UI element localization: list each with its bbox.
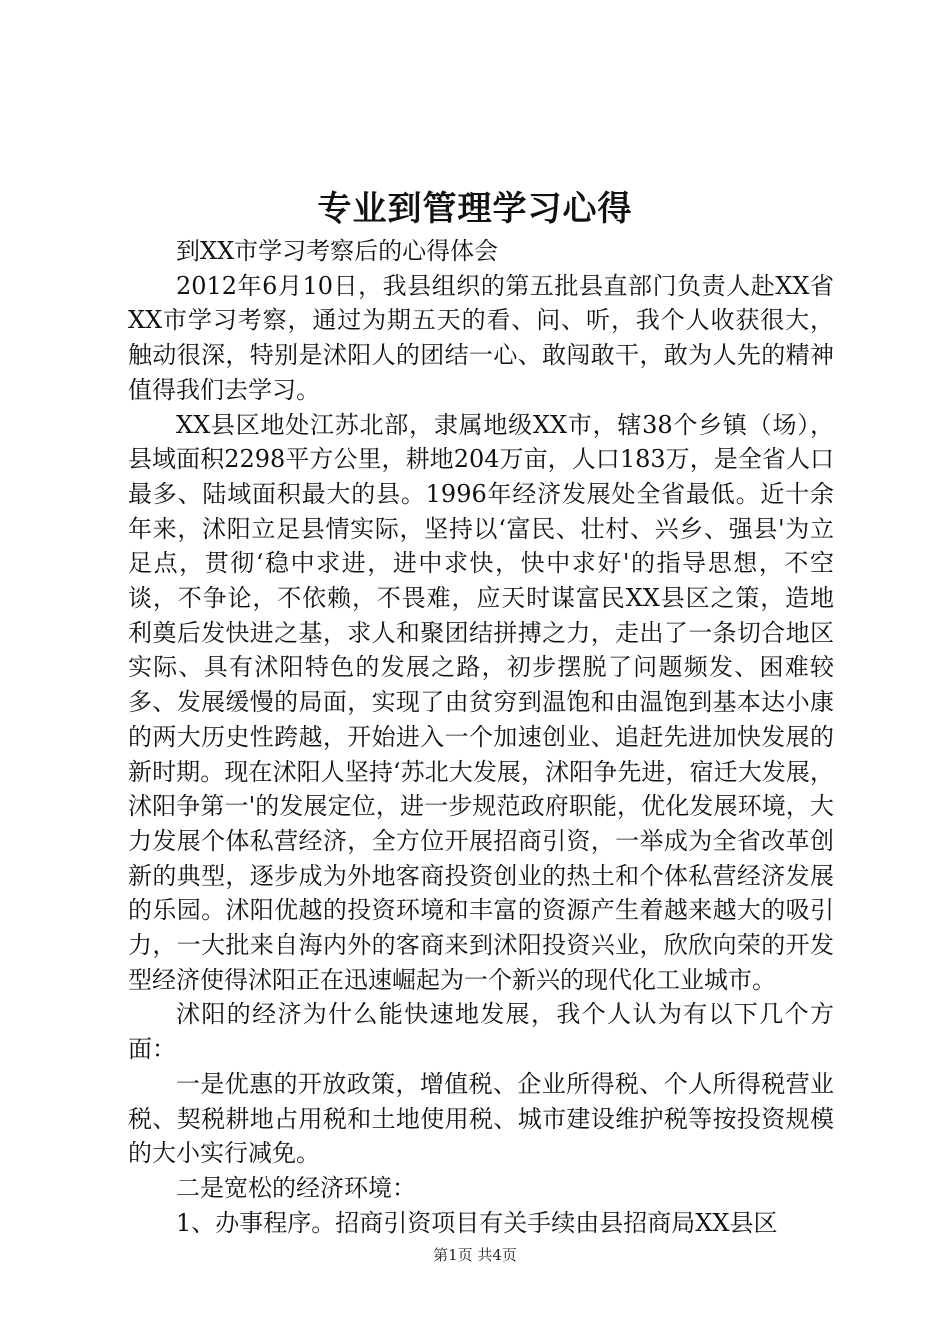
document-title: 专业到管理学习心得	[317, 189, 633, 229]
paragraph-reason-one: 一是优惠的开放政策，增值税、企业所得税、个人所得税营业税、契税耕地占用税和土地使用税、城市建设维护税等按投资规模的大小实行减免。	[128, 1069, 834, 1168]
page-number-footer: 第1页 共4页	[433, 1246, 517, 1264]
document-body	[128, 234, 834, 1240]
paragraph-procedure: 1、办事程序。招商引资项目有关手续由县招商局XX县区	[176, 1208, 778, 1237]
paragraph-county-overview: XX县区地处江苏北部，隶属地级XX市，辖38个乡镇（场），县域面积2298平方公里，耕地204万亩，人口183万，是全省人口最多、陆域面积最大的县。1996年经济发展处全省最低。近十余年来，沭阳立足县情实际，坚持以‘富民、壮村、兴乡、强县'为立足点，贯彻‘稳中求进，进中求快，快中求好'的指导思想，不空谈，不争论，不依赖，不畏难，应天时谋富民XX县区之策，造地利奠后发快进之基，求人和聚团结拼搏之力，走出了一条切合地区实际、具有沭阳特色的发展之路，初步摆脱了问题频发、困难较多、发展缓慢的局面，实现了由贫穷到温饱和由温饱到基本达小康的两大历史性跨越，开始进入一个加速创业、追赶先进加快发展的新时期。现在沭阳人坚持‘苏北大发展，沭阳争先进，宿迁大发展，沭阳争第一'的发展定位，进一步规范政府职能，优化发展环境，大力发展个体私营经济，全方位开展招商引资，一举成为全省改革创新的典型，逐步成为外地客商投资创业的热土和个体私营经济发展的乐园。沭阳优越的投资环境和丰富的资源产生着越来越大的吸引力，一大批来自海内外的客商来到沭阳投资兴业，欣欣向荣的开发型经济使得沭阳正在迅速崛起为一个新兴的现代化工业城市。	[128, 410, 834, 994]
paragraph-intro: 2012年6月10日，我县组织的第五批县直部门负责人赴XX省XX市学习考察，通过为期五天的看、问、听，我个人收获很大，触动很深，特别是沭阳人的团结一心、敢闯敢干，敢为人先的精神值得我们去学习。	[128, 271, 834, 404]
paragraph-subtitle: 到XX市学习考察后的心得体会	[176, 237, 499, 265]
paragraph-reason-two: 二是宽松的经济环境：	[176, 1173, 416, 1202]
paragraph-reasons-lead: 沭阳的经济为什么能快速地发展，我个人认为有以下几个方面：	[128, 1000, 834, 1064]
